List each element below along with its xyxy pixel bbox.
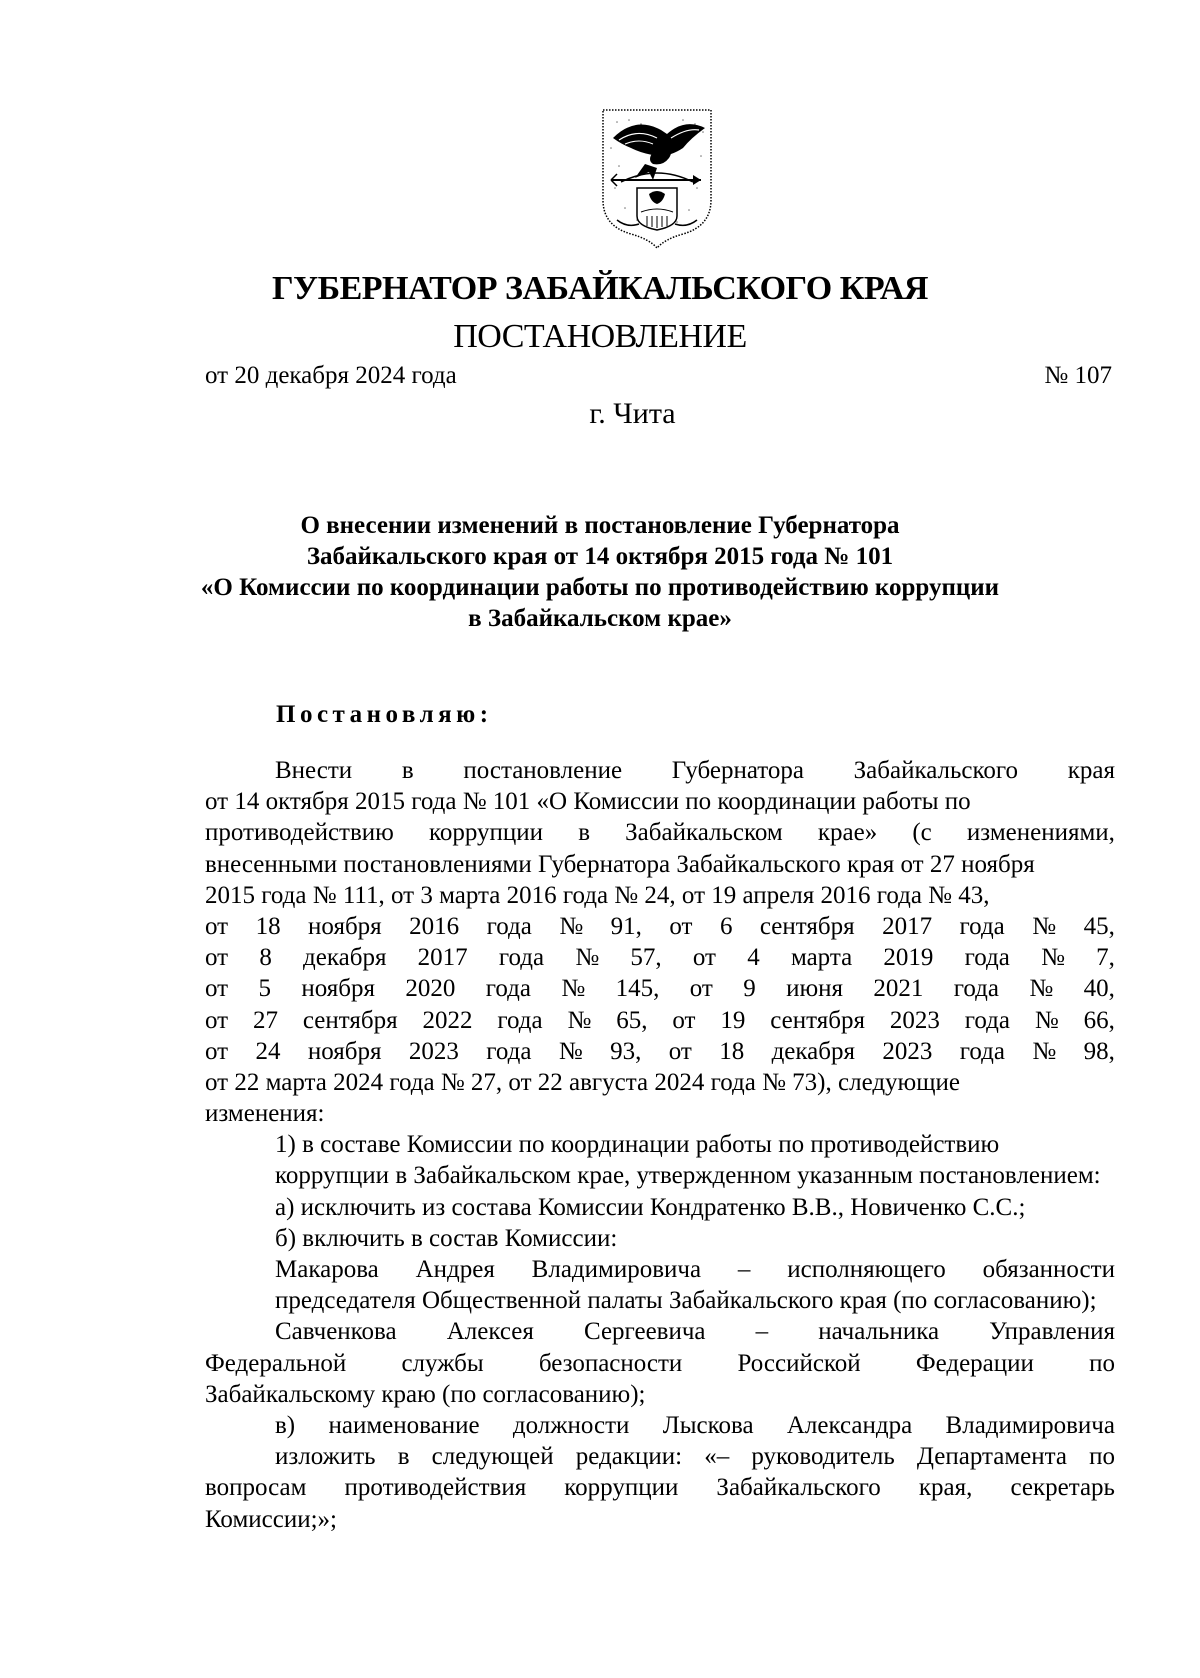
coat-of-arms-icon <box>597 108 717 250</box>
body-line <box>205 1005 1115 1036</box>
body-word: от <box>672 1006 696 1034</box>
body-word: Внести <box>275 757 353 784</box>
body-word: сентября <box>302 1006 398 1034</box>
body-line <box>205 973 1115 1004</box>
body-word: Сергеевича <box>583 1318 706 1346</box>
body-line <box>205 942 1115 973</box>
body-word: от <box>205 975 229 1003</box>
body-word: от <box>669 912 693 940</box>
body-word: края, <box>918 1474 973 1502</box>
title-line: Забайкальского края от 14 октября 2015 года № 101 <box>306 543 894 570</box>
body-word: № <box>558 1037 583 1065</box>
body-word: года <box>953 975 999 1003</box>
body-word: должности <box>512 1411 630 1439</box>
body-word: года <box>486 912 532 940</box>
document-number: № 107 <box>1044 362 1112 389</box>
body-word: 27 <box>253 1006 278 1034</box>
body-line: Забайкальскому краю (по согласованию); <box>205 1380 646 1408</box>
body-word: 40, <box>1083 975 1115 1003</box>
body-word: Владимировича <box>945 1411 1115 1439</box>
body-line <box>205 911 1115 942</box>
body-word: противодействия <box>344 1474 527 1502</box>
body-word: вопросам <box>205 1474 307 1502</box>
body-word: № <box>1032 1037 1057 1065</box>
title-line: О внесении изменений в постановление Губернатора <box>300 512 900 539</box>
body-line <box>205 1316 1115 1347</box>
body-word: сентября <box>770 1006 865 1034</box>
body-word: исполняющего <box>787 1256 946 1283</box>
body-word: 2021 <box>873 975 924 1003</box>
body-word: Владимировича <box>531 1256 702 1283</box>
body-word: 2023 <box>889 1006 940 1034</box>
body-word: ноября <box>308 912 382 940</box>
body-word: 18 <box>255 912 281 940</box>
body-word: № <box>1032 912 1057 940</box>
document-body <box>205 755 1115 1535</box>
body-line: от 14 октября 2015 года № 101 «О Комиссии по координации работы по <box>205 788 971 816</box>
body-word: 24 <box>255 1037 281 1065</box>
body-word: 4 <box>747 944 760 972</box>
body-word: 65, <box>616 1006 648 1034</box>
body-word: 2016 <box>409 912 460 940</box>
body-word: в <box>578 819 590 847</box>
body-word: обязанности <box>982 1256 1115 1283</box>
body-word: 2017 <box>417 944 468 972</box>
body-word: редакции: <box>575 1443 683 1471</box>
body-word: Губернатора <box>671 757 804 784</box>
body-word: постановление <box>463 757 623 784</box>
body-word: Федерации <box>915 1349 1034 1377</box>
body-word: 57, <box>630 944 662 972</box>
body-word: коррупции <box>428 819 544 847</box>
decree-word: Постановляю: <box>276 701 493 728</box>
body-line: а) исключить из состава Комиссии Кондратенко В.В., Новиченко С.С.; <box>275 1193 1026 1221</box>
body-word: Управления <box>989 1318 1115 1346</box>
body-line <box>205 1472 1115 1503</box>
body-line: внесенными постановлениями Губернатора Забайкальского края от 27 ноября <box>205 850 1035 878</box>
body-line <box>205 1441 1115 1472</box>
body-line: Комиссии;»; <box>205 1505 337 1533</box>
body-word: № <box>1029 975 1054 1003</box>
document-title <box>150 510 1050 634</box>
body-word: июня <box>786 975 843 1003</box>
body-word: 98, <box>1083 1037 1115 1065</box>
body-word: 5 <box>258 975 271 1003</box>
issuing-authority: ГУБЕРНАТОР ЗАБАЙКАЛЬСКОГО КРАЯ <box>272 270 928 307</box>
body-word: 7, <box>1096 944 1115 972</box>
body-word: 145, <box>615 975 660 1003</box>
document-city: г. Чита <box>589 397 676 430</box>
body-word: в <box>397 1443 410 1471</box>
body-word: № <box>559 912 584 940</box>
body-word: № <box>567 1006 592 1034</box>
body-word: декабря <box>771 1037 855 1065</box>
body-word: – <box>755 1318 769 1346</box>
body-line <box>205 1410 1115 1441</box>
body-word: года <box>959 1037 1005 1065</box>
body-word: года <box>486 1037 532 1065</box>
body-word: – <box>737 1256 751 1283</box>
body-line <box>205 755 1115 786</box>
body-line <box>205 1254 1115 1285</box>
body-word: края <box>1067 757 1115 784</box>
body-line <box>205 1348 1115 1379</box>
body-word: 2017 <box>882 912 933 940</box>
body-word: № <box>1041 944 1065 972</box>
body-word: года <box>498 944 545 972</box>
body-word: по <box>1089 1349 1115 1377</box>
body-word: Александра <box>786 1411 913 1439</box>
body-line: 2015 года № 111, от 3 марта 2016 года № 24, от 19 апреля 2016 года № 43, <box>205 881 990 909</box>
body-word: № <box>575 944 600 972</box>
body-word: коррупции <box>564 1474 679 1502</box>
body-word: 91, <box>610 912 642 940</box>
body-word: 93, <box>610 1037 642 1065</box>
body-word: 2022 <box>422 1006 473 1034</box>
body-word: наименование <box>328 1411 480 1439</box>
body-word: 8 <box>259 944 272 972</box>
body-word: 9 <box>743 975 756 1003</box>
body-word: от <box>692 944 716 972</box>
body-word: изменениями, <box>966 819 1115 847</box>
body-line: 1) в составе Комиссии по координации работы по противодействию <box>275 1131 1000 1159</box>
document-date: от 20 декабря 2024 года <box>205 362 457 389</box>
body-word: 2019 <box>883 944 934 972</box>
body-word: Макарова <box>275 1256 379 1283</box>
body-word: 45, <box>1083 912 1115 940</box>
body-word: года <box>959 912 1005 940</box>
body-word: от <box>205 1037 229 1065</box>
body-word: Савченкова <box>275 1318 397 1346</box>
body-word: Федеральной <box>205 1349 347 1377</box>
body-word: ноября <box>307 1037 382 1065</box>
body-word: декабря <box>303 944 387 972</box>
body-word: в) <box>275 1411 296 1439</box>
body-word: марта <box>790 944 853 972</box>
body-word: службы <box>401 1349 484 1377</box>
body-word: Забайкальском <box>625 819 783 847</box>
body-line: коррупции в Забайкальском крае, утвержденном указанным постановлением: <box>275 1162 1101 1190</box>
body-word: начальника <box>818 1318 940 1346</box>
body-line <box>205 817 1115 848</box>
body-word: Забайкальского <box>716 1474 881 1502</box>
body-word: № <box>561 975 586 1003</box>
body-word: по <box>1089 1443 1115 1471</box>
body-line: б) включить в состав Комиссии: <box>275 1224 618 1252</box>
body-word: от <box>205 1006 229 1034</box>
body-word: секретарь <box>1010 1474 1115 1502</box>
body-word: безопасности <box>538 1349 683 1377</box>
body-word: 19 <box>720 1006 746 1034</box>
body-word: (с <box>912 819 932 847</box>
body-word: от <box>689 975 713 1003</box>
body-word: года <box>485 975 531 1003</box>
body-word: 2020 <box>405 975 456 1003</box>
body-word: № <box>1034 1006 1059 1034</box>
body-word: в <box>401 757 414 784</box>
body-word: 18 <box>719 1037 745 1065</box>
body-line: председателя Общественной палаты Забайкальского края (по согласованию); <box>275 1287 1097 1315</box>
body-word: года <box>964 1006 1010 1034</box>
body-word: Департамента <box>916 1443 1067 1471</box>
body-line <box>205 1036 1115 1067</box>
body-word: 2023 <box>882 1037 933 1065</box>
body-word: от <box>205 912 229 940</box>
body-word: 6 <box>719 912 733 940</box>
body-word: от <box>205 944 229 972</box>
body-line: от 22 марта 2024 года № 27, от 22 августа 2024 года № 73), следующие <box>205 1068 960 1096</box>
body-word: противодействию <box>205 819 394 847</box>
body-word: от <box>668 1037 692 1065</box>
body-word: Андрея <box>415 1256 495 1283</box>
body-word: крае» <box>817 819 878 847</box>
body-word: изложить <box>275 1443 376 1471</box>
body-word: следующей <box>431 1443 554 1471</box>
body-word: года <box>964 944 1010 972</box>
body-word: сентября <box>759 912 855 940</box>
document-type: ПОСТАНОВЛЕНИЕ <box>453 318 747 355</box>
title-line: «О Комиссии по координации работы по противодействию коррупции <box>200 574 1000 601</box>
body-word: года <box>497 1006 543 1034</box>
body-line: изменения: <box>205 1100 325 1128</box>
body-word: 2023 <box>408 1037 459 1065</box>
body-word: «– <box>704 1443 730 1471</box>
body-word: Российской <box>737 1349 861 1377</box>
body-word: руководитель <box>751 1443 895 1471</box>
body-word: 66, <box>1083 1006 1115 1034</box>
body-word: Забайкальского <box>853 757 1019 784</box>
body-word: Алексея <box>446 1318 534 1346</box>
title-line: в Забайкальском крае» <box>468 605 732 632</box>
body-word: Лыскова <box>662 1411 754 1439</box>
body-word: ноября <box>301 975 375 1003</box>
